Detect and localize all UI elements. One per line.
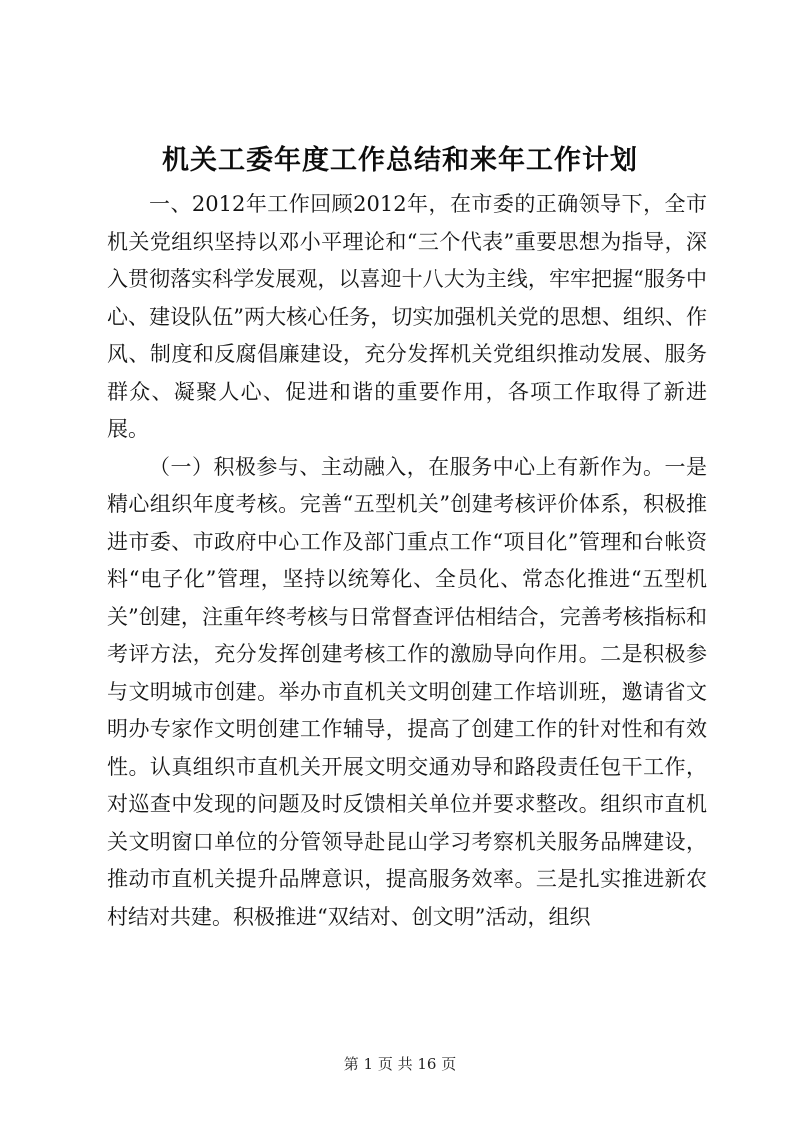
paragraph-serve-center: （一）积极参与、主动融入，在服务中心上有新作为。一是精心组织年度考核。完善“五型机关”创建考核评价体系，积极推进市委、市政府中心工作及部门重点工作“项目化”管理和台帐资料“电子化”管理，坚持以统筹化、全员化、常态化推进“五型机关”创建，注重年终考核与日常督查评估相结合，完善考核指标和考评方法，充分发挥创建考核工作的激励导向作用。二是积极参与文明城市创建。举办市直机关文明创建工作培训班，邀请省文明办专家作文明创建工作辅导，提高了创建工作的针对性和有效性。认真组织市直机关开展文明交通劝导和路段责任包干工作，对巡查中发现的问题及时反馈相关单位并要求整改。组织市直机关文明窗口单位的分管领导赴昆山学习考察机关服务品牌建设，推动市直机关提升品牌意识，提高服务效率。三是扎实推进新农村结对共建。积极推进“双结对、创文明”活动，组织 bbox=[107, 454, 707, 929]
paragraph-review-overview: 一、2012年工作回顾2012年，在市委的正确领导下，全市机关党组织坚持以邓小平理论和“三个代表”重要思想为指导，深入贯彻落实科学发展观，以喜迎十八大为主线，牢牢把握“服务中心、建设队伍”两大核心任务，切实加强机关党的思想、组织、作风、制度和反腐倡廉建设，充分发挥机关党组织推动发展、服务群众、凝聚人心、促进和谐的重要作用，各项工作取得了新进展。 bbox=[107, 192, 707, 441]
document-title: 机关工委年度工作总结和来年工作计划 bbox=[162, 145, 638, 176]
document-body bbox=[107, 186, 707, 936]
page-number-footer: 第 1 页 共 16 页 bbox=[343, 1055, 457, 1073]
